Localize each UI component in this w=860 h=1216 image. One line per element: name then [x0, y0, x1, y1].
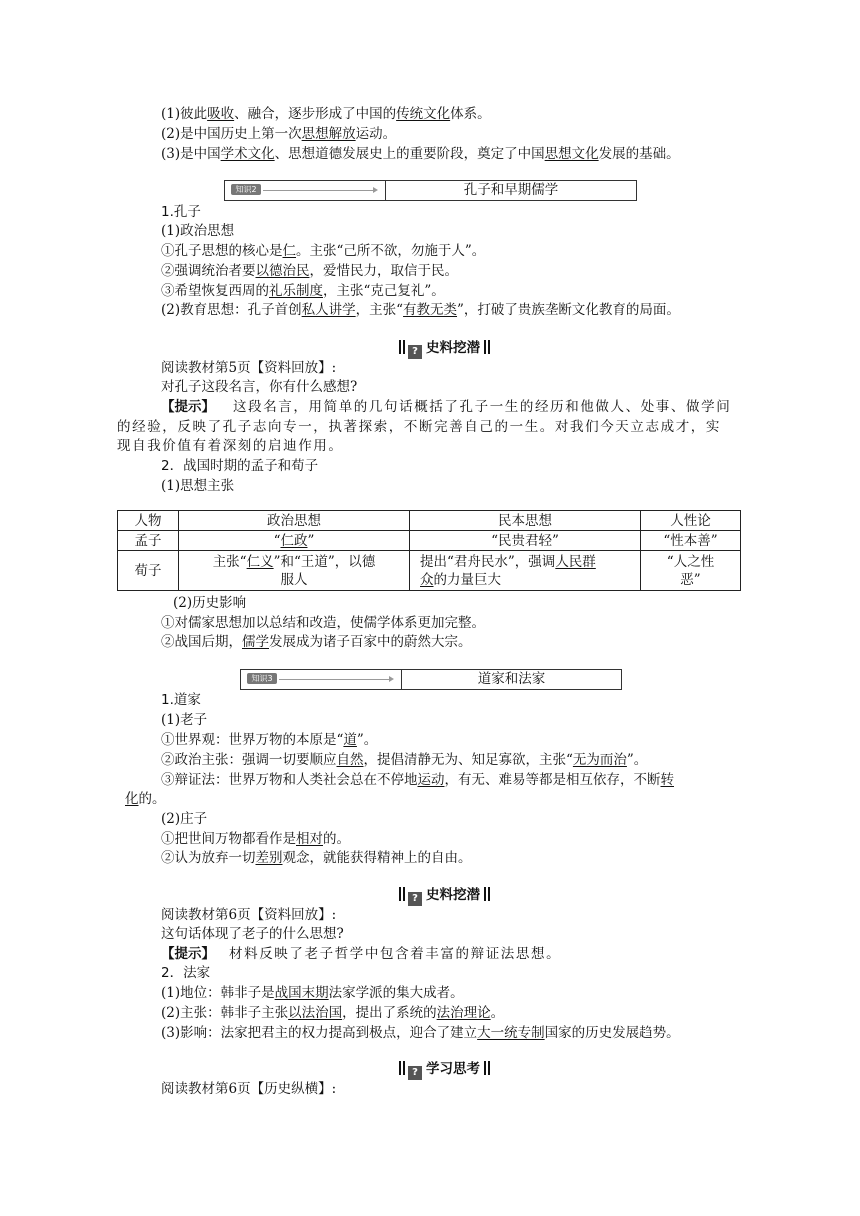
arrow-icon: [263, 190, 375, 191]
section-label-source-mining: ? 史料挖潜: [398, 339, 491, 359]
intro-line-1: (1)彼此吸收、融合，逐步形成了中国的传统文化体系。: [161, 106, 491, 122]
section-label-study-reflection: ? 学习思考: [398, 1060, 491, 1080]
hint-line: 【提示】 材料反映了老子哲学中包含着丰富的辩证法思想。: [161, 946, 562, 962]
subheading: (2)历史影响: [173, 595, 247, 611]
table-cell: “性本善”: [641, 531, 741, 551]
subheading: (2)庄子: [161, 811, 208, 827]
arrow-icon: [279, 679, 391, 680]
question-text: 对孔子这段名言，你有什么感想?: [161, 379, 358, 395]
text-line: ②政治主张：强调一切要顺应自然，提倡清静无为、知足寡欲，主张“无为而治”。: [161, 752, 648, 768]
knowledge-3-banner: [240, 669, 622, 690]
section-label-source-mining: ? 史料挖潜: [398, 886, 491, 906]
text-line: (2)主张：韩非子主张以法治国，提出了系统的法治理论。: [161, 1005, 505, 1021]
subheading: (1)老子: [161, 712, 208, 728]
read-instruction: 阅读教材第6页【资料回放】:: [161, 907, 337, 923]
intro-line-3: (3)是中国学术文化、思想道德发展史上的重要阶段，奠定了中国思想文化发展的基础。: [161, 146, 680, 162]
question-icon: ?: [408, 892, 422, 906]
knowledge-2-banner: [224, 180, 637, 201]
text-line: (2)教育思想：孔子首创私人讲学，主张“有教无类”，打破了贵族垄断文化教育的局面。: [161, 302, 680, 318]
heading-confucius: 1.孔子: [161, 204, 201, 220]
table-header-row: [118, 511, 741, 531]
table-header: 人物: [118, 511, 179, 531]
text-line: (3)影响：法家把君主的权力提高到极点，迎合了建立大一统专制国家的历史发展趋势。: [161, 1025, 680, 1041]
text-line: ③希望恢复西周的礼乐制度，主张“克己复礼”。: [161, 283, 445, 299]
text-line: ①孔子思想的核心是仁。主张“己所不欲，勿施于人”。: [161, 243, 486, 259]
table-cell: 荀子: [118, 551, 179, 591]
hint-line: 现自我价值有着深刻的启迪作用。: [117, 438, 344, 454]
text-line: (1)地位：韩非子是战国末期法家学派的集大成者。: [161, 985, 464, 1001]
table-row: [118, 551, 741, 591]
table-cell: 主张“仁义”和“王道”，以德 服人: [179, 551, 410, 591]
table-cell: 提出“君舟民水”，强调人民群 众的力量巨大: [410, 551, 641, 591]
text-line: ②强调统治者要以德治民，爱惜民力，取信于民。: [161, 263, 458, 279]
read-instruction: 阅读教材第6页【历史纵横】:: [161, 1081, 337, 1097]
table-header: 民本思想: [410, 511, 641, 531]
subheading: (1)思想主张: [161, 478, 235, 494]
knowledge-tag: 知识3: [241, 670, 402, 689]
text-line: ③辩证法：世界万物和人类社会总在不停地运动，有无、难易等都是相互依存，不断转: [161, 772, 674, 788]
hint-line: 【提示】 这段名言，用简单的几句话概括了孔子一生的经历和他做人、处事、做学问: [161, 399, 732, 415]
hint-label: 【提示】: [161, 946, 215, 962]
thinkers-table: [117, 510, 741, 591]
question-text: 这句话体现了老子的什么思想?: [161, 926, 344, 942]
table-cell: “仁政”: [179, 531, 410, 551]
text-line: ①把世间万物都看作是相对的。: [161, 831, 350, 847]
table-cell: 孟子: [118, 531, 179, 551]
text-line: 化的。: [125, 791, 166, 807]
read-instruction: 阅读教材第5页【资料回放】:: [161, 360, 337, 376]
question-icon: ?: [408, 1066, 422, 1080]
subheading: (1)政治思想: [161, 223, 235, 239]
section-title: 孔子和早期儒学: [463, 182, 559, 198]
heading-mencius-xunzi: 2．战国时期的孟子和荀子: [161, 458, 319, 474]
text-line: ②认为放弃一切差别观念，就能获得精神上的自由。: [161, 850, 472, 866]
heading-legalism: 2．法家: [161, 965, 211, 981]
table-cell: “民贵君轻”: [410, 531, 641, 551]
table-cell: “人之性 恶”: [641, 551, 741, 591]
text-line: ②战国后期，儒学发展成为诸子百家中的蔚然大宗。: [161, 634, 472, 650]
knowledge-tag: 知识2: [225, 181, 386, 200]
question-icon: ?: [408, 345, 422, 359]
table-header: 政治思想: [179, 511, 410, 531]
table-header: 人性论: [641, 511, 741, 531]
hint-line: 的经验，反映了孔子志向专一，执著探索，不断完善自己的一生。对我们今天立志成才，实: [117, 419, 721, 435]
heading-taoism: 1.道家: [161, 692, 201, 708]
text-line: ①世界观：世界万物的本原是“道”。: [161, 732, 378, 748]
intro-line-2: (2)是中国历史上第一次思想解放运动。: [161, 126, 397, 142]
section-title: 道家和法家: [477, 671, 546, 687]
text-line: ①对儒家思想加以总结和改造，使儒学体系更加完整。: [161, 615, 485, 631]
table-row: [118, 531, 741, 551]
hint-label: 【提示】: [161, 399, 215, 415]
